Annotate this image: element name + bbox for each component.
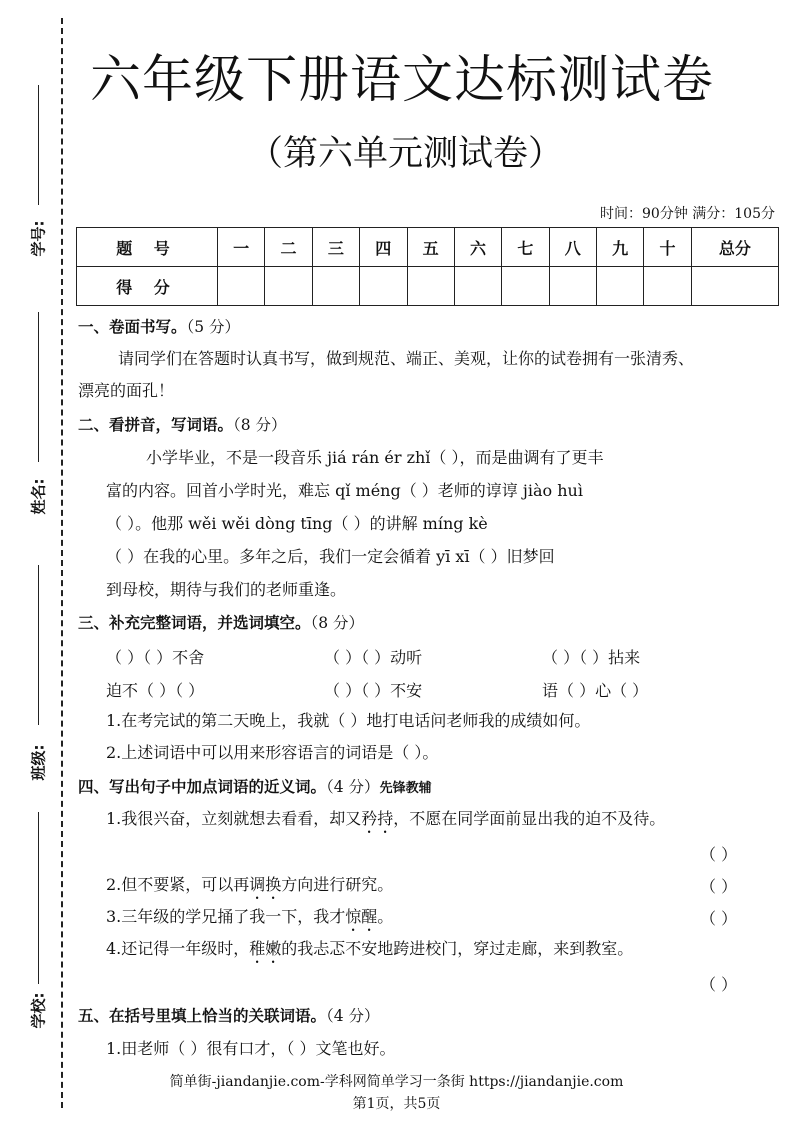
section-4-question [106,874,393,903]
answer-blank[interactable]: （ ） [700,877,738,896]
dotted-word: 惊醒 [345,907,378,926]
section-3-question: 1.在考完试的第二天晚上，我就（ ）地打电话问老师我的成绩如何。 [106,711,591,730]
idiom-blank[interactable]: 语（ ）心（ ） [542,681,649,700]
section-4-tag: 先锋教辅 [379,781,432,796]
section-2-title: 二、看拼音，写词语。 [78,416,234,434]
question-text: 4.还记得一年级时， [106,939,250,958]
section-2-heading [78,414,287,436]
answer-blank[interactable]: （ ） [700,975,738,994]
question-text: 方向进行研究。 [281,875,394,894]
student-id-label: 学号: [29,220,48,257]
section-2-text-line: 小学毕业，不是一段音乐 jiá rán ér zhǐ（ ），而是曲调有了更丰 [146,448,604,467]
score-table [76,227,779,306]
section-1-text-line: 漂亮的面孔！ [78,381,175,400]
score-input-cell[interactable] [644,267,691,306]
score-cell: 三 [312,228,359,267]
idiom-blank[interactable]: （ ）（ ）不舍 [106,648,205,667]
dotted-word: 稚嫩 [249,939,282,958]
question-text: ，不愿在同学面前显出我的迫不及待。 [393,809,666,828]
score-cell: 十 [644,228,691,267]
score-cell: 八 [549,228,596,267]
idiom-blank[interactable]: 迫不（ ）（ ） [106,681,205,700]
section-4-title: 四、写出句子中加点词语的近义词。 [78,778,327,796]
score-cell: 一 [218,228,265,267]
question-text: 1.我很兴奋，立刻就想去看看，却又 [106,809,362,828]
class-rule [38,565,39,725]
section-1-heading [78,316,240,338]
section-2-text-line: 富的内容。回首小学时光，难忘 qǐ méng（ ）老师的谆谆 jiào huì [106,481,583,500]
section-2-text-line: （ ）在我的心里。多年之后，我们一定会循着 yī xī（ ）旧梦回 [106,547,555,566]
score-cell: 总分 [691,228,778,267]
page-title: 六年级下册语文达标测试卷 [90,51,715,110]
question-text: 3.三年级的学兄捅了我一下，我才 [106,907,346,926]
section-1-score: （5 分） [186,318,241,336]
score-input-cell[interactable] [312,267,359,306]
score-input-cell[interactable] [265,267,312,306]
idiom-blank[interactable]: （ ）（ ）动听 [324,648,423,667]
score-cell: 得 分 [77,267,218,306]
question-text: 2.但不要紧，可以再 [106,875,250,894]
score-cell: 七 [502,228,549,267]
section-3-heading [78,612,364,634]
section-4-question [106,808,665,837]
section-2-score: （8 分） [233,416,287,434]
section-2-text-line: （ ）。他那 wěi wěi dòng tīng（ ）的讲解 míng kè [106,514,488,533]
score-input-cell[interactable] [218,267,265,306]
student-id-rule [38,85,39,205]
score-cell: 六 [454,228,501,267]
dotted-word: 调换 [249,875,282,894]
class-label: 班级: [29,744,48,781]
question-text: 。 [377,907,394,926]
score-input-cell[interactable] [502,267,549,306]
score-cell: 九 [597,228,644,267]
score-input-cell[interactable] [360,267,407,306]
score-input-cell[interactable] [691,267,778,306]
score-cell: 四 [360,228,407,267]
section-5-score: （4 分） [326,1007,380,1025]
answer-blank[interactable]: （ ） [700,909,738,928]
section-1-text-line: 请同学们在答题时认真书写，做到规范、端正、美观，让你的试卷拥有一张清秀、 [118,349,695,368]
section-4-question [106,906,393,935]
page-number: 第1页，共5页 [352,1096,441,1112]
score-input-cell[interactable] [407,267,454,306]
exam-meta: 时间：90分钟 满分：105分 [600,206,775,222]
section-1-title: 一、卷面书写。 [78,318,187,336]
score-cell: 五 [407,228,454,267]
score-input-cell[interactable] [549,267,596,306]
page-subtitle: （第六单元测试卷） [248,134,564,174]
score-table-score-row [77,267,779,306]
section-3-question: 2.上述词语中可以用来形容语言的词语是（ ）。 [106,743,439,762]
section-5-title: 五、在括号里填上恰当的关联词语。 [78,1007,327,1025]
dotted-word: 矜持 [361,809,394,828]
section-3-score: （8 分） [310,614,365,632]
section-3-title: 三、补充完整词语，并选词填空。 [78,614,311,632]
footer-source: 简单街-jiandanjie.com-学科网简单学习一条街 https://jiandanjie.com [169,1074,624,1090]
section-4-score: （4 分） [326,778,380,796]
idiom-blank[interactable]: （ ）（ ）不安 [324,681,423,700]
section-2-text-line: 到母校，期待与我们的老师重逢。 [106,580,347,599]
section-4-heading [78,776,432,800]
section-4-question [106,938,633,967]
name-label: 姓名: [29,478,48,515]
idiom-blank[interactable]: （ ）（ ）拈来 [542,648,641,667]
score-cell: 题 号 [77,228,218,267]
question-text: 的我忐忑不安地跨进校门，穿过走廊，来到教室。 [281,939,634,958]
score-table-header-row [77,228,779,267]
score-cell: 二 [265,228,312,267]
score-input-cell[interactable] [454,267,501,306]
score-input-cell[interactable] [597,267,644,306]
binding-dashed-line [61,18,63,1108]
school-rule [38,812,39,984]
answer-blank[interactable]: （ ） [700,845,738,864]
section-5-heading [78,1005,380,1027]
section-5-question: 1.田老师（ ）很有口才，（ ）文笔也好。 [106,1039,396,1058]
name-rule [38,312,39,462]
school-label: 学校: [29,992,48,1029]
